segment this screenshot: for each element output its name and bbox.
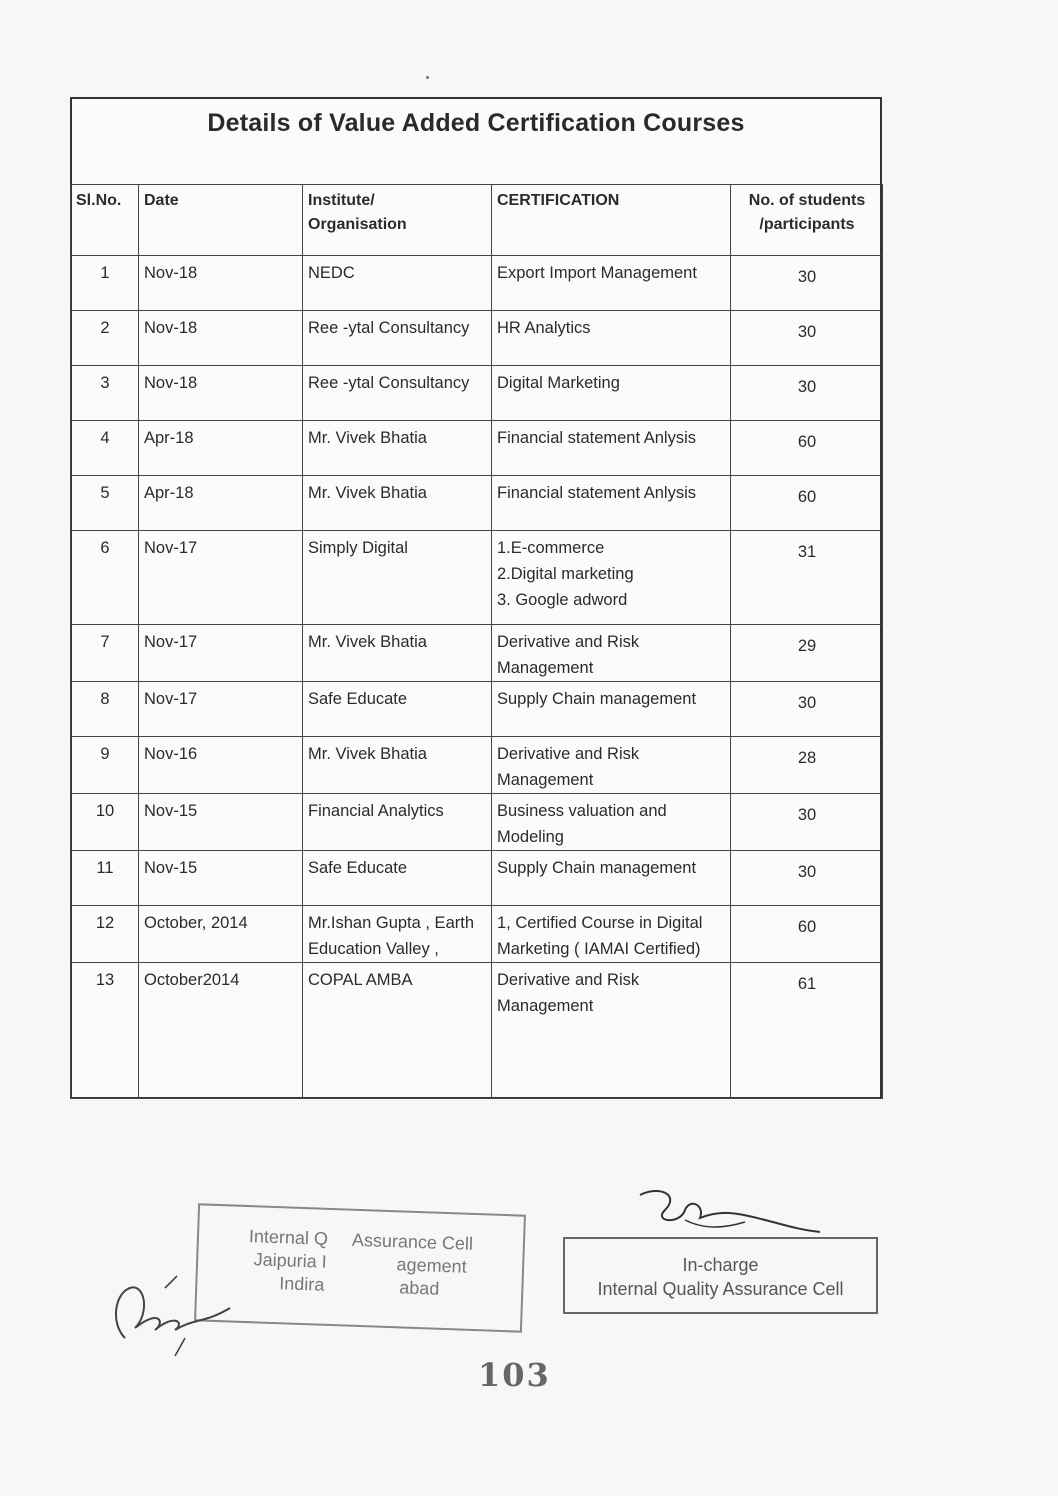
table-row <box>71 851 883 906</box>
row-sl-no: 3 <box>71 366 139 421</box>
header-institute: Institute/ Organisation <box>303 185 492 256</box>
row-certification: Digital Marketing <box>492 366 731 421</box>
page-title: Details of Value Added Certification Courses <box>207 109 745 137</box>
row-certification: Supply Chain management <box>492 851 731 906</box>
row-date: Nov-18 <box>139 366 303 421</box>
row-date: Apr-18 <box>139 476 303 531</box>
row-institute: Mr. Vivek Bhatia <box>303 476 492 531</box>
header-date: Date <box>139 185 303 256</box>
stamp-incharge-line-2: Internal Quality Assurance Cell <box>597 1279 844 1299</box>
row-certification: Financial statement Anlysis <box>492 476 731 531</box>
row-sl-no: 4 <box>71 421 139 476</box>
row-institute: Safe Educate <box>303 851 492 906</box>
row-date: October, 2014 <box>139 906 303 963</box>
row-institute: Ree -ytal Consultancy <box>303 311 492 366</box>
scan-speck <box>426 76 429 79</box>
courses-table-frame <box>70 97 882 1099</box>
row-institute: Financial Analytics <box>303 794 492 851</box>
row-certification: Export Import Management <box>492 256 731 311</box>
row-date: October2014 <box>139 963 303 1099</box>
row-sl-no: 8 <box>71 682 139 737</box>
row-institute: NEDC <box>303 256 492 311</box>
table-row <box>71 256 883 311</box>
row-students: 60 <box>731 906 883 963</box>
row-sl-no: 7 <box>71 625 139 682</box>
table-row <box>71 366 883 421</box>
row-sl-no: 2 <box>71 311 139 366</box>
page-number: 103 <box>478 1356 551 1394</box>
row-institute: Mr.Ishan Gupta , Earth Education Valley , <box>303 906 492 963</box>
row-students: 29 <box>731 625 883 682</box>
iqac-incharge-stamp <box>563 1237 878 1314</box>
row-sl-no: 11 <box>71 851 139 906</box>
courses-table <box>70 184 883 1099</box>
signature-right <box>625 1180 825 1240</box>
row-certification: 1.E-commerce 2.Digital marketing 3. Google adword <box>492 531 731 625</box>
row-certification: Derivative and Risk Management <box>492 625 731 682</box>
row-institute: Mr. Vivek Bhatia <box>303 421 492 476</box>
row-students: 31 <box>731 531 883 625</box>
table-row <box>71 421 883 476</box>
row-date: Apr-18 <box>139 421 303 476</box>
row-certification: 1, Certified Course in Digital Marketing ( IAMAI Certified) <box>492 906 731 963</box>
row-students: 60 <box>731 476 883 531</box>
row-students: 60 <box>731 421 883 476</box>
row-students: 30 <box>731 366 883 421</box>
row-institute: Safe Educate <box>303 682 492 737</box>
table-header-row <box>71 185 883 256</box>
row-institute: Ree -ytal Consultancy <box>303 366 492 421</box>
stamp-incharge-line-1: In-charge <box>682 1255 759 1275</box>
row-institute: Simply Digital <box>303 531 492 625</box>
row-sl-no: 10 <box>71 794 139 851</box>
row-certification: Supply Chain management <box>492 682 731 737</box>
row-date: Nov-17 <box>139 531 303 625</box>
header-certification: CERTIFICATION <box>492 185 731 256</box>
stamp-line-2: Jaipuria I agement <box>253 1249 468 1277</box>
row-students: 30 <box>731 682 883 737</box>
row-date: Nov-18 <box>139 311 303 366</box>
table-row <box>71 963 883 1099</box>
table-row <box>71 906 883 963</box>
table-row <box>71 737 883 794</box>
row-institute: Mr. Vivek Bhatia <box>303 625 492 682</box>
table-row <box>71 311 883 366</box>
row-sl-no: 13 <box>71 963 139 1099</box>
row-certification: Derivative and Risk Management <box>492 737 731 794</box>
row-certification: Financial statement Anlysis <box>492 421 731 476</box>
table-row <box>71 531 883 625</box>
row-date: Nov-15 <box>139 851 303 906</box>
row-certification: HR Analytics <box>492 311 731 366</box>
row-students: 30 <box>731 256 883 311</box>
row-sl-no: 12 <box>71 906 139 963</box>
header-sl-no: Sl.No. <box>71 185 139 256</box>
row-students: 30 <box>731 794 883 851</box>
row-sl-no: 5 <box>71 476 139 531</box>
row-students: 28 <box>731 737 883 794</box>
row-students: 30 <box>731 851 883 906</box>
iqac-institute-stamp <box>194 1203 526 1332</box>
row-date: Nov-18 <box>139 256 303 311</box>
table-row <box>71 794 883 851</box>
row-students: 61 <box>731 963 883 1099</box>
row-sl-no: 1 <box>71 256 139 311</box>
row-certification: Derivative and Risk Management <box>492 963 731 1099</box>
signature-left <box>105 1268 235 1358</box>
row-students: 30 <box>731 311 883 366</box>
table-row <box>71 476 883 531</box>
stamp-line-3: Indira abad <box>279 1273 440 1299</box>
row-institute: COPAL AMBA <box>303 963 492 1099</box>
row-sl-no: 6 <box>71 531 139 625</box>
table-row <box>71 682 883 737</box>
row-date: Nov-17 <box>139 625 303 682</box>
row-institute: Mr. Vivek Bhatia <box>303 737 492 794</box>
header-students: No. of students /participants <box>731 185 883 256</box>
row-sl-no: 9 <box>71 737 139 794</box>
row-date: Nov-15 <box>139 794 303 851</box>
row-certification: Business valuation and Modeling <box>492 794 731 851</box>
table-row <box>71 625 883 682</box>
row-date: Nov-17 <box>139 682 303 737</box>
row-date: Nov-16 <box>139 737 303 794</box>
stamp-line-1: Internal Q Assurance Cell <box>248 1226 474 1254</box>
